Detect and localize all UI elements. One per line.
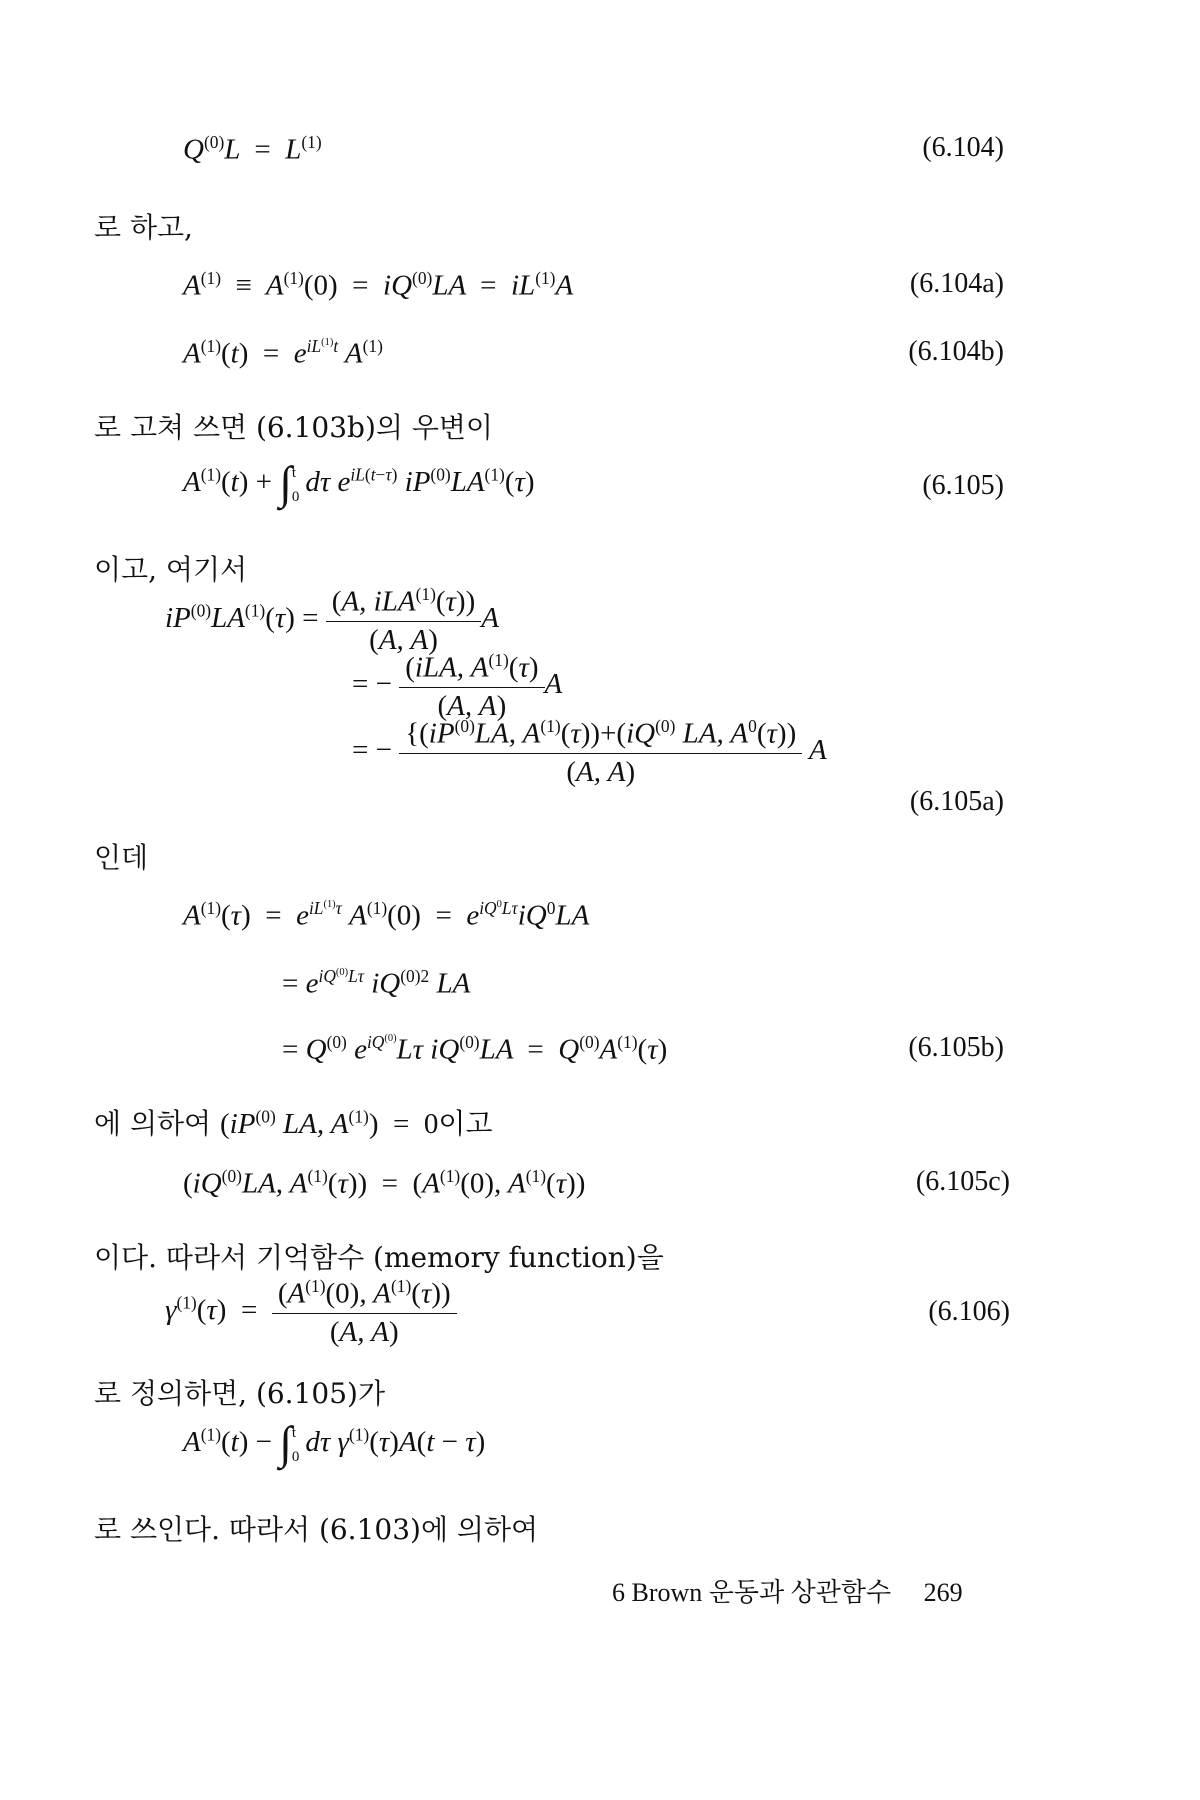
equation-unnumbered: $A^{(1)}(t) - \int t$ 0 dτ $\gamma^{(1)}(\tau)A(t - \tau)$ [183, 1417, 486, 1468]
equation-6-105b-line-3: = $Q^{(0)}$ $e^{iQ^{(0)}}L\tau$ $iQ^{(0)}LA = Q^{(0)}A^{(1)}(\tau)$ [282, 1032, 668, 1066]
equation-6-105a-line-1: $iP^{(0)}LA^{(1)}(\tau)$ = $\frac{(A, iLA^{(1)}(\tau))}{(A, A)}$ A [165, 584, 499, 656]
equation-number-6-104b: (6.104b) [908, 336, 1004, 367]
page-footer [612, 1572, 963, 1609]
equation-6-104b: $A^{(1)}(t) = e^{iL^{(1)}t}$ $A^{(1)}$ [183, 336, 383, 370]
equation-number-6-104a: (6.104a) [909, 268, 1004, 299]
paragraph-text-7: 로 정의하면, (6.105)가 [94, 1377, 385, 1410]
equation-6-105a-line-2: = − $\frac{(iLA, A^{(1)}(\tau)}{(A, A)}$ A [352, 650, 563, 722]
equation-6-104a: $A^{(1)} \equiv A^{(1)}(0) = iQ^{(0)}LA = iL^{(1)}A$ [183, 268, 574, 302]
equation-number-6-104: (6.104) [922, 132, 1004, 163]
equation-6-105: $A^{(1)}(t) + \int t$ 0 dτ $e^{iL(t-\tau)}$ $iP^{(0)}LA^{(1)}(\tau)$ [183, 457, 535, 508]
equation-number-6-106: (6.106) [928, 1296, 1010, 1327]
inline-equation-5: ($iP^{(0)}$ LA, $A^{(1)}) = 0$ [220, 1106, 439, 1140]
equation-number-6-105: (6.105) [922, 470, 1004, 501]
page-number: 269 [923, 1578, 963, 1607]
equation-number-6-105c: (6.105c) [915, 1166, 1010, 1197]
equation-6-106: $\gamma^{(1)}(\tau)$ = $\frac{(A^{(1)}(0), A^{(1)}(\tau))}{(A, A)}$ [165, 1276, 457, 1349]
paragraph-text-3: 이고, 여기서 [94, 553, 248, 586]
equation-6-105b-line-2: = $e^{iQ^{(0)}L\tau}$ $iQ^{(0)2}$ LA [282, 966, 471, 1000]
paragraph-text-5-suffix: 이고 [438, 1107, 493, 1140]
paragraph-text-1: 로 하고, [94, 211, 193, 244]
paragraph-text-5-prefix: 에 의하여 [94, 1107, 212, 1140]
equation-number-6-105a: (6.105a) [909, 786, 1004, 817]
paragraph-text-5 [94, 1102, 492, 1142]
equation-6-105c: ($iQ^{(0)}LA$, $A^{(1)}(\tau)) = (A^{(1)}(0)$, $A^{(1)}(\tau)$) [183, 1166, 586, 1200]
equation-number-6-105b: (6.105b) [908, 1032, 1004, 1063]
paragraph-text-6: 이다. 따라서 기억함수 (memory function)을 [94, 1241, 664, 1274]
paragraph-text-4: 인데 [94, 841, 149, 874]
equation-6-105a-line-3: = − $\frac{\{(iP^{(0)}LA, A^{(1)}(\tau))+(iQ^{(0)} LA, A^0(\tau))}{(A, A)}$ A [352, 716, 827, 788]
chapter-title: 6 Brown 운동과 상관함수 [612, 1578, 892, 1607]
equation-6-105b-line-1: $A^{(1)}(\tau) = e^{iL^{(1)}\tau}$ $A^{(1)}(0) = e^{iQ^0L\tau}iQ^0LA$ [183, 898, 590, 932]
paragraph-text-8: 로 쓰인다. 따라서 (6.103)에 의하여 [94, 1513, 539, 1546]
equation-6-104: $Q^{(0)}L = L^{(1)}$ [183, 132, 322, 166]
paragraph-text-2: 로 고쳐 쓰면 (6.103b)의 우변이 [94, 411, 493, 444]
